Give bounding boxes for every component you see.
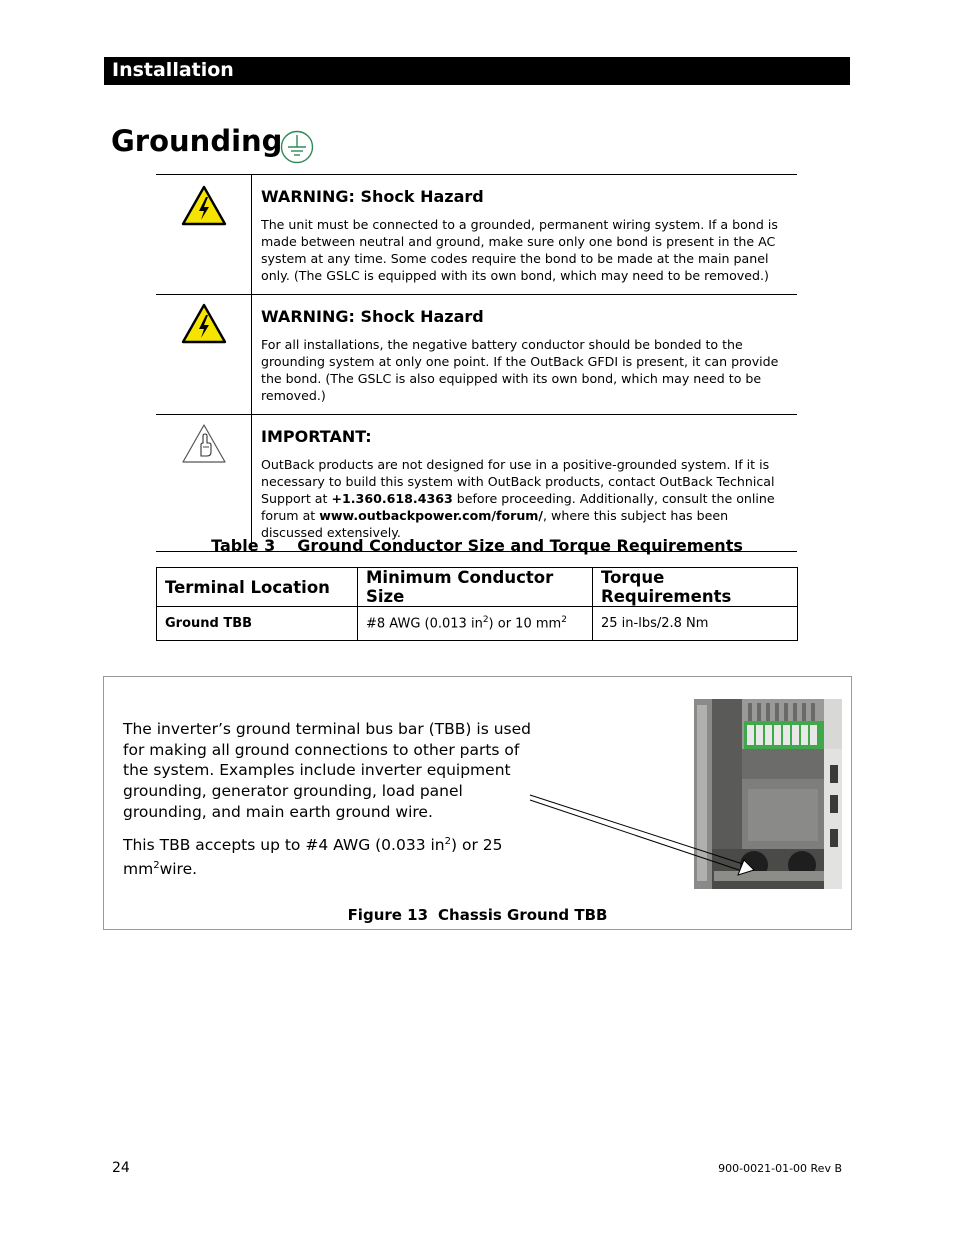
notice-heading: WARNING: Shock Hazard [261,187,484,206]
torque-cell: 25 in-lbs/2.8 Nm [593,607,798,641]
notice-icon-cell [156,295,252,415]
table-row [157,607,798,641]
column-header: Terminal Location [157,568,358,607]
notice-body [261,456,789,541]
notices-table [156,174,797,552]
shock-hazard-warning-icon [181,185,227,227]
pointer-arrow [524,787,764,877]
shock-hazard-warning-icon [181,303,227,345]
notice-body: For all installations, the negative battery conductor should be bonded to the grounding system at only one point. If the OutBack GFDI is present, it can provide the bond. (The GSLC is also equipped with its own bond, which may need to be removed.) [261,337,779,403]
table-caption-number: Table 3 [211,536,276,555]
superscript: 2 [153,859,160,871]
notice-body-text: before proceeding. Additionally, consult the online forum at [261,491,775,523]
capacity-text: wire. [159,860,198,879]
figure-description: The inverter’s ground terminal bus bar (TBB) is used for making all ground connections to other parts of the system. Examples include inverter equipment grounding, generator grounding, load panel grounding, and main earth ground wire. [123,720,531,821]
column-header: Minimum Conductor Size [358,568,593,607]
figure-caption-number: Figure 13 [347,906,429,924]
notice-icon-cell [156,415,252,552]
ground-conductor-table [156,567,798,641]
size-text: #8 AWG (0.013 in [366,616,483,632]
figure-capacity-text [123,832,543,880]
notice-body: The unit must be connected to a grounded, permanent wiring system. If a bond is made between neutral and ground, make sure only one bond is present in the AC system at any time. Some codes require the bond to be made at the main panel only. (The GSLC is equipped with its own bond, which may need to be removed.) [261,217,778,283]
notice-heading: IMPORTANT: [261,427,372,446]
terminal-location-cell: Ground TBB [157,607,358,641]
table-caption-title: Ground Conductor Size and Torque Requirements [297,536,743,555]
superscript: 2 [444,836,451,847]
section-title: Installation [112,59,234,81]
page-title: Grounding [111,124,283,158]
capacity-text: This TBB accepts up to #4 AWG (0.033 in [123,836,445,855]
section-header-bar [104,57,850,85]
notice-body-text: , where this subject has been discussed extensively. [261,508,729,540]
superscript: 2 [561,615,567,626]
notice-text-cell [252,175,798,295]
notice-heading: WARNING: Shock Hazard [261,307,484,326]
table-header-row [157,568,798,607]
notice-row [156,175,797,295]
support-phone: +1.360.618.4363 [331,491,453,506]
document-number: 900-0021-01-00 Rev B [718,1162,842,1175]
page-number: 24 [112,1160,130,1176]
figure-box [103,676,852,930]
column-header: Torque Requirements [593,568,798,607]
notice-body-text: OutBack products are not designed for use in a positive-grounded system. If it is necessary to build this system with OutBack products, contact OutBack Technical Support at [261,457,775,506]
important-hand-icon [181,423,227,465]
figure-caption [104,906,851,924]
table-caption [0,536,954,555]
notice-row [156,295,797,415]
notice-icon-cell [156,175,252,295]
capacity-text: ) or 25 mm [123,836,503,879]
forum-link[interactable]: www.outbackpower.com/forum/ [319,508,544,523]
superscript: 2 [482,615,489,626]
conductor-size-cell [358,607,593,641]
notice-text-cell [252,415,798,552]
ground-symbol-icon [280,130,314,164]
figure-caption-title: Chassis Ground TBB [438,906,608,924]
notice-row [156,415,797,552]
size-text: ) or 10 mm [488,616,562,632]
notice-text-cell [252,295,798,415]
